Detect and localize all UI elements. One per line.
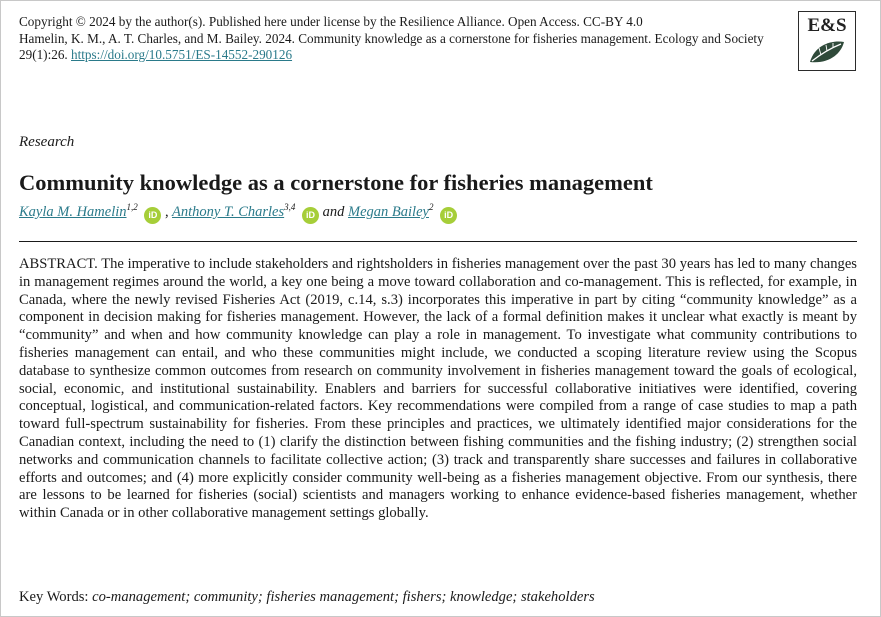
section-label: Research [19, 134, 75, 150]
leaf-icon [807, 38, 847, 66]
keywords-label: Key Words: [19, 589, 89, 605]
affiliation-marker: 2 [428, 202, 434, 212]
author-link-bailey[interactable]: Megan Bailey [348, 204, 429, 220]
affiliation-marker: 3,4 [284, 202, 296, 212]
author-link-hamelin[interactable]: Kayla M. Hamelin [19, 204, 127, 220]
author-separator: , [165, 204, 169, 220]
author-link-charles[interactable]: Anthony T. Charles [172, 204, 285, 220]
journal-logo[interactable] [798, 11, 856, 71]
doi-link[interactable]: https://doi.org/10.5751/ES-14552-290126 [71, 47, 293, 63]
affiliation-marker: 1,2 [126, 202, 138, 212]
orcid-icon[interactable]: iD [440, 207, 457, 224]
abstract-text: ABSTRACT. The imperative to include stakeholders and rightsholders in fisheries management over the past 30 years has led to many changes in management regimes around the world, a key one being a move toward collaboration and co-management. This is reflected, for example, in Canada, where the newly revised Fisheries Act (2019, c.14, s.3) incorporates this imperative in part by citing “community knowledge” as a component in decision making for fisheries management. However, the lack of a formal definition makes it unclear what exactly is meant by “community” and when and how community knowledge can play a role in management. To investigate what community contributions to fisheries management can entail, and who these communities might include, we conducted a scoping literature review using the Scopus database to synthesize common outcomes from research on community involvement in fisheries management toward the goals of ecological, social, economic, and institutional sustainability. Enablers and barriers for successful collaborative initiatives were identified, covering conceptual, logistical, and communication-related factors. Key recommendations were compiled from a range of case studies to map a path toward full-spectrum sustainability for fisheries. From these principles and practices, we ultimately identified major considerations for the Canadian context, including the need to (1) clarify the distinction between fishing communities and the fishing industry; (2) strengthen social networks and communication channels to facilitate collective action; (3) track and transparently share successes and failures in collaborative efforts and outcomes; and (4) more explicitly consider community well-being as a fisheries management objective. From our synthesis, there are lessons to be learned for fisheries (social) scientists and managers working to enhance evidence-based fisheries management, whether within Canada or in other collaborative management settings globally. [19, 256, 857, 522]
keywords-values: co-management; community; fisheries management; fishers; knowledge; stakeholders [92, 589, 595, 605]
citation-text [19, 31, 779, 64]
copyright-notice: Copyright © 2024 by the author(s). Published here under license by the Resilience Alliance. Open Access. CC-BY 4.0 [19, 14, 643, 29]
keywords [19, 589, 595, 606]
logo-text: E&S [807, 15, 847, 36]
citation-reference: Hamelin, K. M., A. T. Charles, and M. Bailey. 2024. Community knowledge as a cornerstone for fisheries management. Ecology and Society 29(1):26. [19, 30, 764, 63]
article-title: Community knowledge as a cornerstone for fisheries management [19, 170, 653, 195]
divider [19, 241, 857, 242]
orcid-icon[interactable]: iD [302, 207, 319, 224]
orcid-icon[interactable]: iD [144, 207, 161, 224]
author-conjunction: and [322, 204, 345, 220]
citation-header [19, 14, 779, 64]
author-list [19, 202, 457, 224]
